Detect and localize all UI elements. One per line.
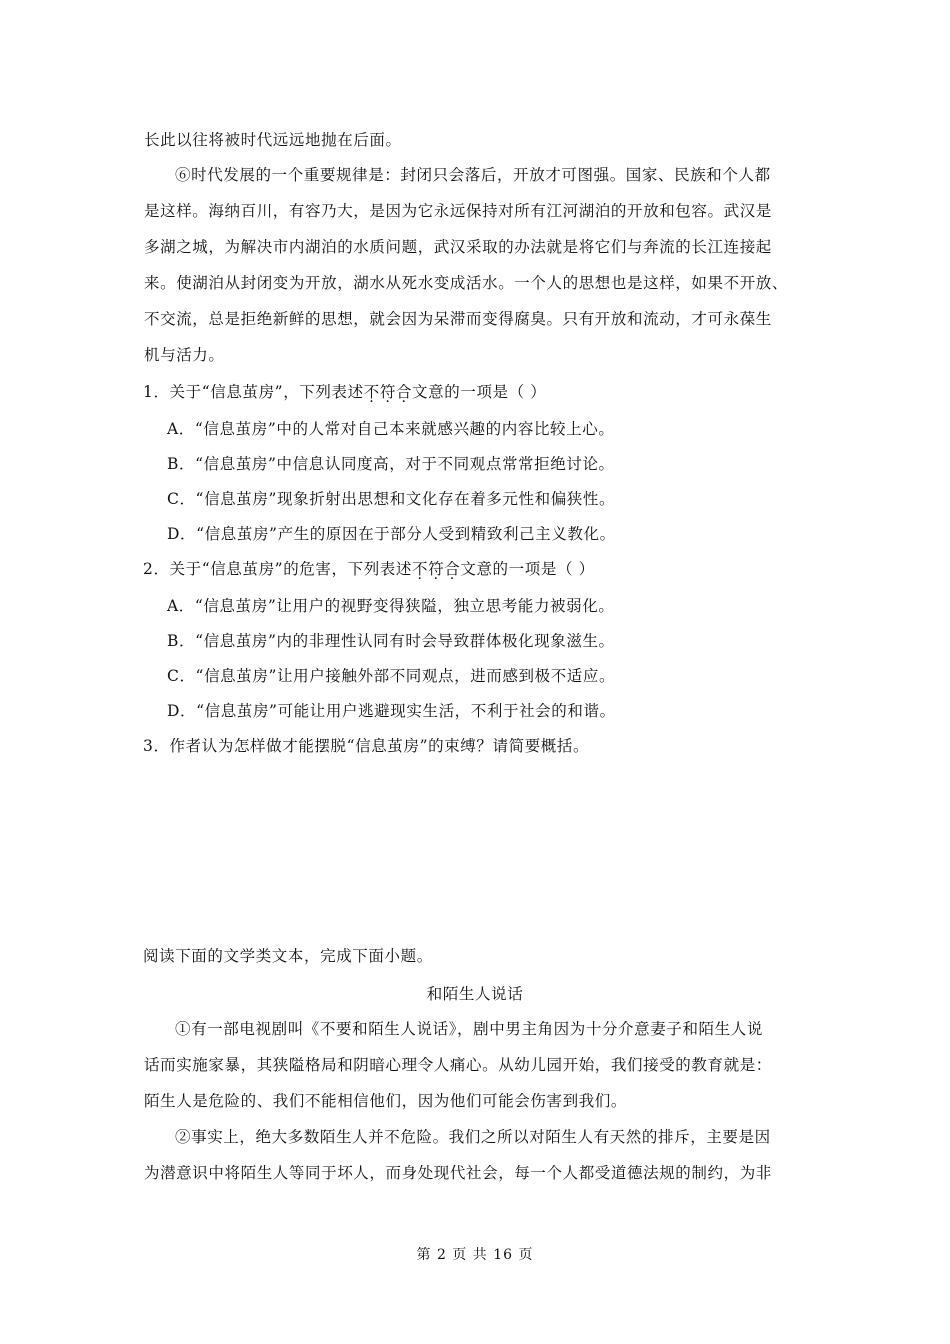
paragraph-6-line-4: 来。使湖泊从封闭变为开放，湖水从死水变成活水。一个人的思想也是这样，如果不开放、 (144, 274, 789, 292)
question-2-stem (143, 557, 595, 579)
section-instruction: 阅读下面的文学类文本，完成下面小题。 (143, 947, 433, 965)
question-1-option-a[interactable]: A．“信息茧房”中的人常对自己本来就感兴趣的内容比较上心。 (167, 420, 615, 438)
passage-2-paragraph-1-line-2: 话而实施家暴，其狭隘格局和阴暗心理令人痛心。从幼儿园开始，我们接受的教育就是： (144, 1056, 772, 1074)
emphasis-char: 合 (395, 383, 413, 401)
passage-title: 和陌生人说话 (426, 985, 524, 1003)
passage-2-paragraph-1-line-3: 陌生人是危险的、我们不能相信他们，因为他们可能会伤害到我们。 (144, 1092, 628, 1110)
question-1-stem-after: 文意的一项是（ ） (412, 383, 547, 401)
question-2-option-d[interactable]: D．“信息茧房”可能让用户逃避现实生活，不利于社会的和谐。 (167, 702, 616, 720)
emphasis-char: 符 (379, 383, 396, 401)
question-2-stem-after: 文意的一项是（ ） (460, 560, 595, 578)
emphasis-char: 符 (428, 560, 445, 578)
paragraph-6-line-6: 机与活力。 (144, 346, 225, 364)
question-2-option-a[interactable]: A．“信息茧房”让用户的视野变得狭隘，独立思考能力被弱化。 (167, 597, 615, 615)
paragraph-6-line-5: 不交流，总是拒绝新鲜的思想，就会因为呆滞而变得腐臭。只有开放和流动，才可永葆生 (144, 310, 772, 328)
emphasis-char: 不 (363, 383, 380, 401)
question-3-stem: 3．作者认为怎样做才能摆脱“信息茧房”的束缚？请简要概括。 (143, 737, 590, 755)
paragraph-6-line-1: ⑥时代发展的一个重要规律是：封闭只会落后，开放才可图强。国家、民族和个人都 (175, 166, 771, 184)
paragraph-6-line-3: 多湖之城，为解决市内湖泊的水质问题，武汉采取的办法就是将它们与奔流的长江连接起 (144, 238, 772, 256)
emphasis-char: 合 (444, 560, 461, 578)
question-2-option-b[interactable]: B．“信息茧房”内的非理性认同有时会导致群体极化现象滋生。 (167, 632, 615, 650)
question-2-stem-before: 2．关于“信息茧房”的危害，下列表述 (143, 560, 413, 578)
passage-2-paragraph-1-line-1: ①有一部电视剧叫《不要和陌生人说话》，剧中男主角因为十分介意妻子和陌生人说 (175, 1020, 763, 1038)
question-1-stem (143, 380, 546, 402)
paragraph-6-line-2: 是这样。海纳百川，有容乃大，是因为它永远保持对所有江河湖泊的开放和包容。武汉是 (144, 202, 772, 220)
passage-2-paragraph-2-line-2: 为潜意识中将陌生人等同于坏人，而身处现代社会，每一个人都受道德法规的制约，为非 (144, 1164, 772, 1182)
question-1-stem-before: 1．关于“信息茧房”，下列表述 (143, 383, 364, 401)
page-number-footer: 第 2 页 共 16 页 (416, 1247, 534, 1263)
question-1-option-d[interactable]: D．“信息茧房”产生的原因在于部分人受到精致利己主义教化。 (167, 525, 616, 543)
question-1-option-b[interactable]: B．“信息茧房”中信息认同度高，对于不同观点常常拒绝讨论。 (167, 455, 615, 473)
emphasis-char: 不 (412, 560, 429, 578)
paragraph-5-tail: 长此以往将被时代远远地抛在后面。 (144, 131, 402, 149)
question-1-option-c[interactable]: C．“信息茧房”现象折射出思想和文化存在着多元性和偏狭性。 (167, 490, 616, 508)
passage-2-paragraph-2-line-1: ②事实上，绝大多数陌生人并不危险。我们之所以对陌生人有天然的排斥，主要是因 (175, 1128, 771, 1146)
question-2-option-c[interactable]: C．“信息茧房”让用户接触外部不同观点，进而感到极不适应。 (167, 667, 616, 685)
